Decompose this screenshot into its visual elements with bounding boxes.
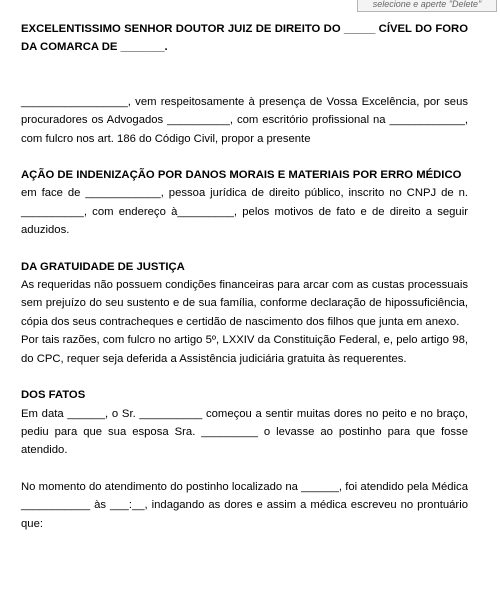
spacer [21,75,468,93]
court-address-heading: EXCELENTISSIMO SENHOR DOUTOR JUIZ DE DIREITO DO _____ CÍVEL DO FORO DA COMARCA DE _______. [21,23,468,54]
gratuidade-paragraph-1: As requeridas não possuem condições financeiras para arcar com as custas processuais sem prejuízo do seu sustento e de sua família, conforme declaração de hipossuficiência, cópia dos seus contracheques e certidão de nascimento dos filhos que junta em anexo. [21,279,468,328]
spacer [21,368,468,386]
action-title: AÇÃO DE INDENIZAÇÃO POR DANOS MORAIS E MATERIAIS POR ERRO MÉDICO [21,169,462,182]
spacer [21,148,468,166]
spacer [21,240,468,258]
fatos-paragraph-2: No momento do atendimento do postinho localizado na ______, foi atendido pela Médica ___________ às ___:__, indagando as dores e assim a médica escreveu no prontuário que: [21,480,468,530]
gratuidade-title: DA GRATUIDADE DE JUSTIÇA [21,260,185,273]
delete-hint-box: selecione e aperte "Delete" [357,0,497,12]
fatos-paragraph-1: Em data ______, o Sr. __________ começou a sentir muitas dores no peito e no braço, pediu para que sua esposa Sra. _________ o levasse ao postinho para que fosse atendido. [21,407,468,457]
fatos-title: DOS FATOS [21,389,86,402]
document-page [21,20,468,533]
spacer [21,57,468,75]
spacer [21,460,468,478]
gratuidade-paragraph-2: Por tais razões, com fulcro no artigo 5º, LXXIV da Constituição Federal, e, pelo artigo 98, do CPC, requer seja deferida a Assistência judiciária gratuita às requerentes. [21,334,468,365]
action-paragraph: em face de ____________, pessoa jurídica de direito público, inscrito no CNPJ de n. __________, com endereço à_________, pelos motivos de fato e de direito a seguir aduzidos. [21,187,468,237]
intro-paragraph: _________________, vem respeitosamente à presença de Vossa Excelência, por seus procuradores os Advogados __________, com escritório profissional na ____________, com fulcro nos art. 186 do Código Civil, propor a presente [21,95,468,145]
